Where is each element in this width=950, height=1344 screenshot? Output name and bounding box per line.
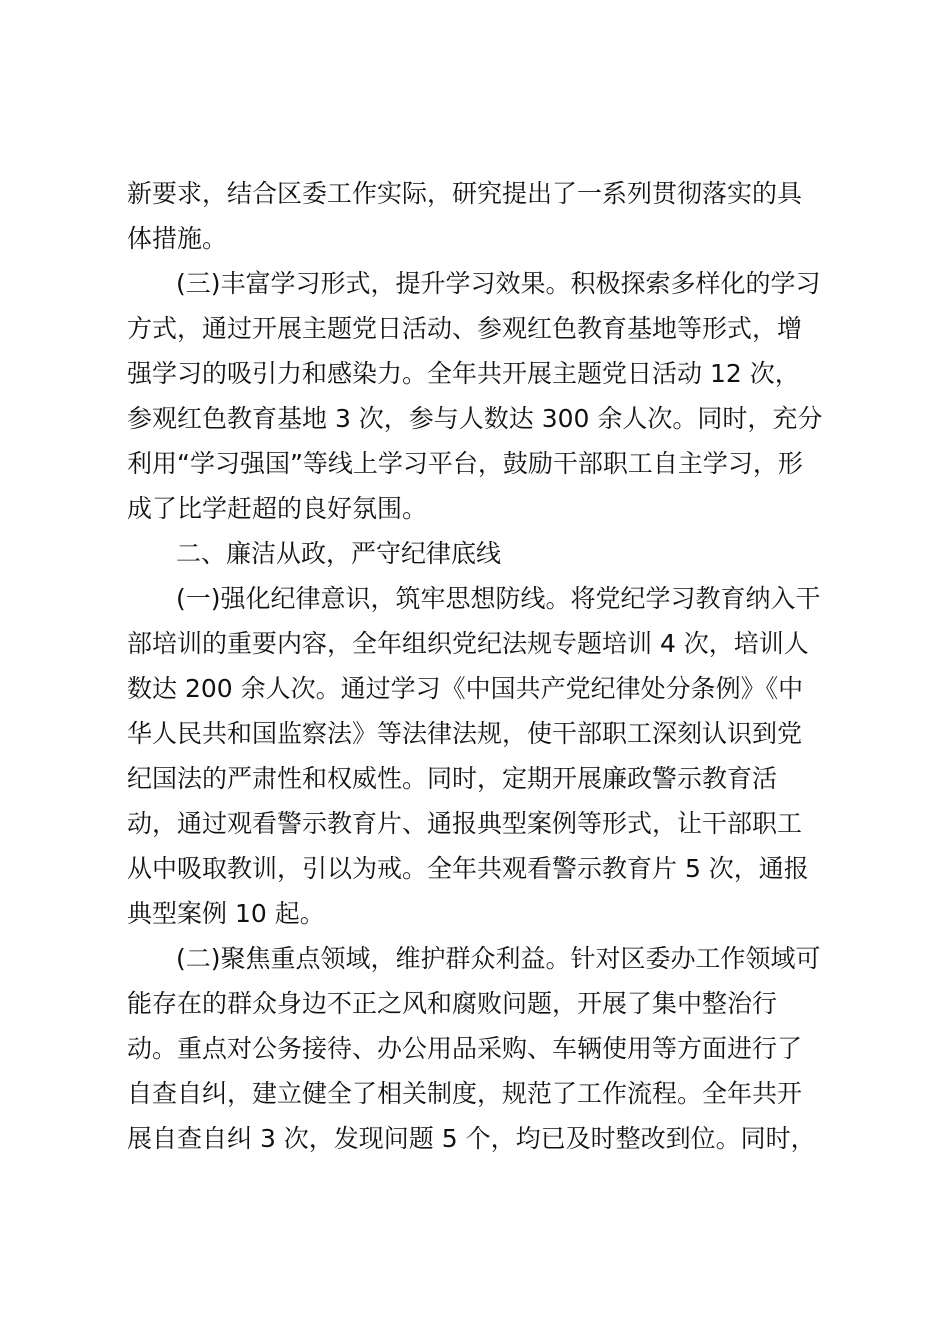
body-text-line: 自查自纠，建立健全了相关制度，规范了工作流程。全年共开 <box>127 1079 803 1108</box>
body-text-line: 方式，通过开展主题党日活动、参观红色教育基地等形式，增 <box>127 314 803 343</box>
body-text-line: 部培训的重要内容，全年组织党纪法规专题培训 4 次，培训人 <box>127 629 809 658</box>
body-text-line: 典型案例 10 起。 <box>127 899 325 928</box>
paragraph-heading-line: (一)强化纪律意识，筑牢思想防线。将党纪学习教育纳入干 <box>176 584 821 613</box>
paragraph-heading-line: (三)丰富学习形式，提升学习效果。积极探索多样化的学习 <box>176 269 821 298</box>
body-text-line: 展自查自纠 3 次，发现问题 5 个，均已及时整改到位。同时， <box>127 1124 816 1153</box>
body-text-line: 能存在的群众身边不正之风和腐败问题，开展了集中整治行 <box>127 989 778 1018</box>
paragraph-heading-line: (二)聚焦重点领域，维护群众利益。针对区委办工作领域可 <box>176 944 821 973</box>
body-text-line: 数达 200 余人次。通过学习《中国共产党纪律处分条例》《中 <box>127 674 804 703</box>
body-text-line: 从中吸取教训，引以为戒。全年共观看警示教育片 5 次，通报 <box>127 854 809 883</box>
body-text-line: 强学习的吸引力和感染力。全年共开展主题党日活动 12 次， <box>127 359 800 388</box>
body-text-line: 动。重点对公务接待、办公用品采购、车辆使用等方面进行了 <box>127 1034 803 1063</box>
body-text-line: 体措施。 <box>127 224 228 253</box>
section-heading: 二、廉洁从政，严守纪律底线 <box>176 539 502 568</box>
body-text-line: 新要求，结合区委工作实际，研究提出了一系列贯彻落实的具 <box>127 179 803 208</box>
body-text-line: 成了比学赶超的良好氛围。 <box>127 494 428 523</box>
body-text-line: 参观红色教育基地 3 次，参与人数达 300 余人次。同时，充分 <box>127 404 823 433</box>
body-text-line: 华人民共和国监察法》等法律法规，使干部职工深刻认识到党 <box>127 719 803 748</box>
body-text-line: 动，通过观看警示教育片、通报典型案例等形式，让干部职工 <box>127 809 803 838</box>
body-text-line: 利用“学习强国”等线上学习平台，鼓励干部职工自主学习，形 <box>127 449 803 478</box>
body-text-line: 纪国法的严肃性和权威性。同时，定期开展廉政警示教育活 <box>127 764 778 793</box>
